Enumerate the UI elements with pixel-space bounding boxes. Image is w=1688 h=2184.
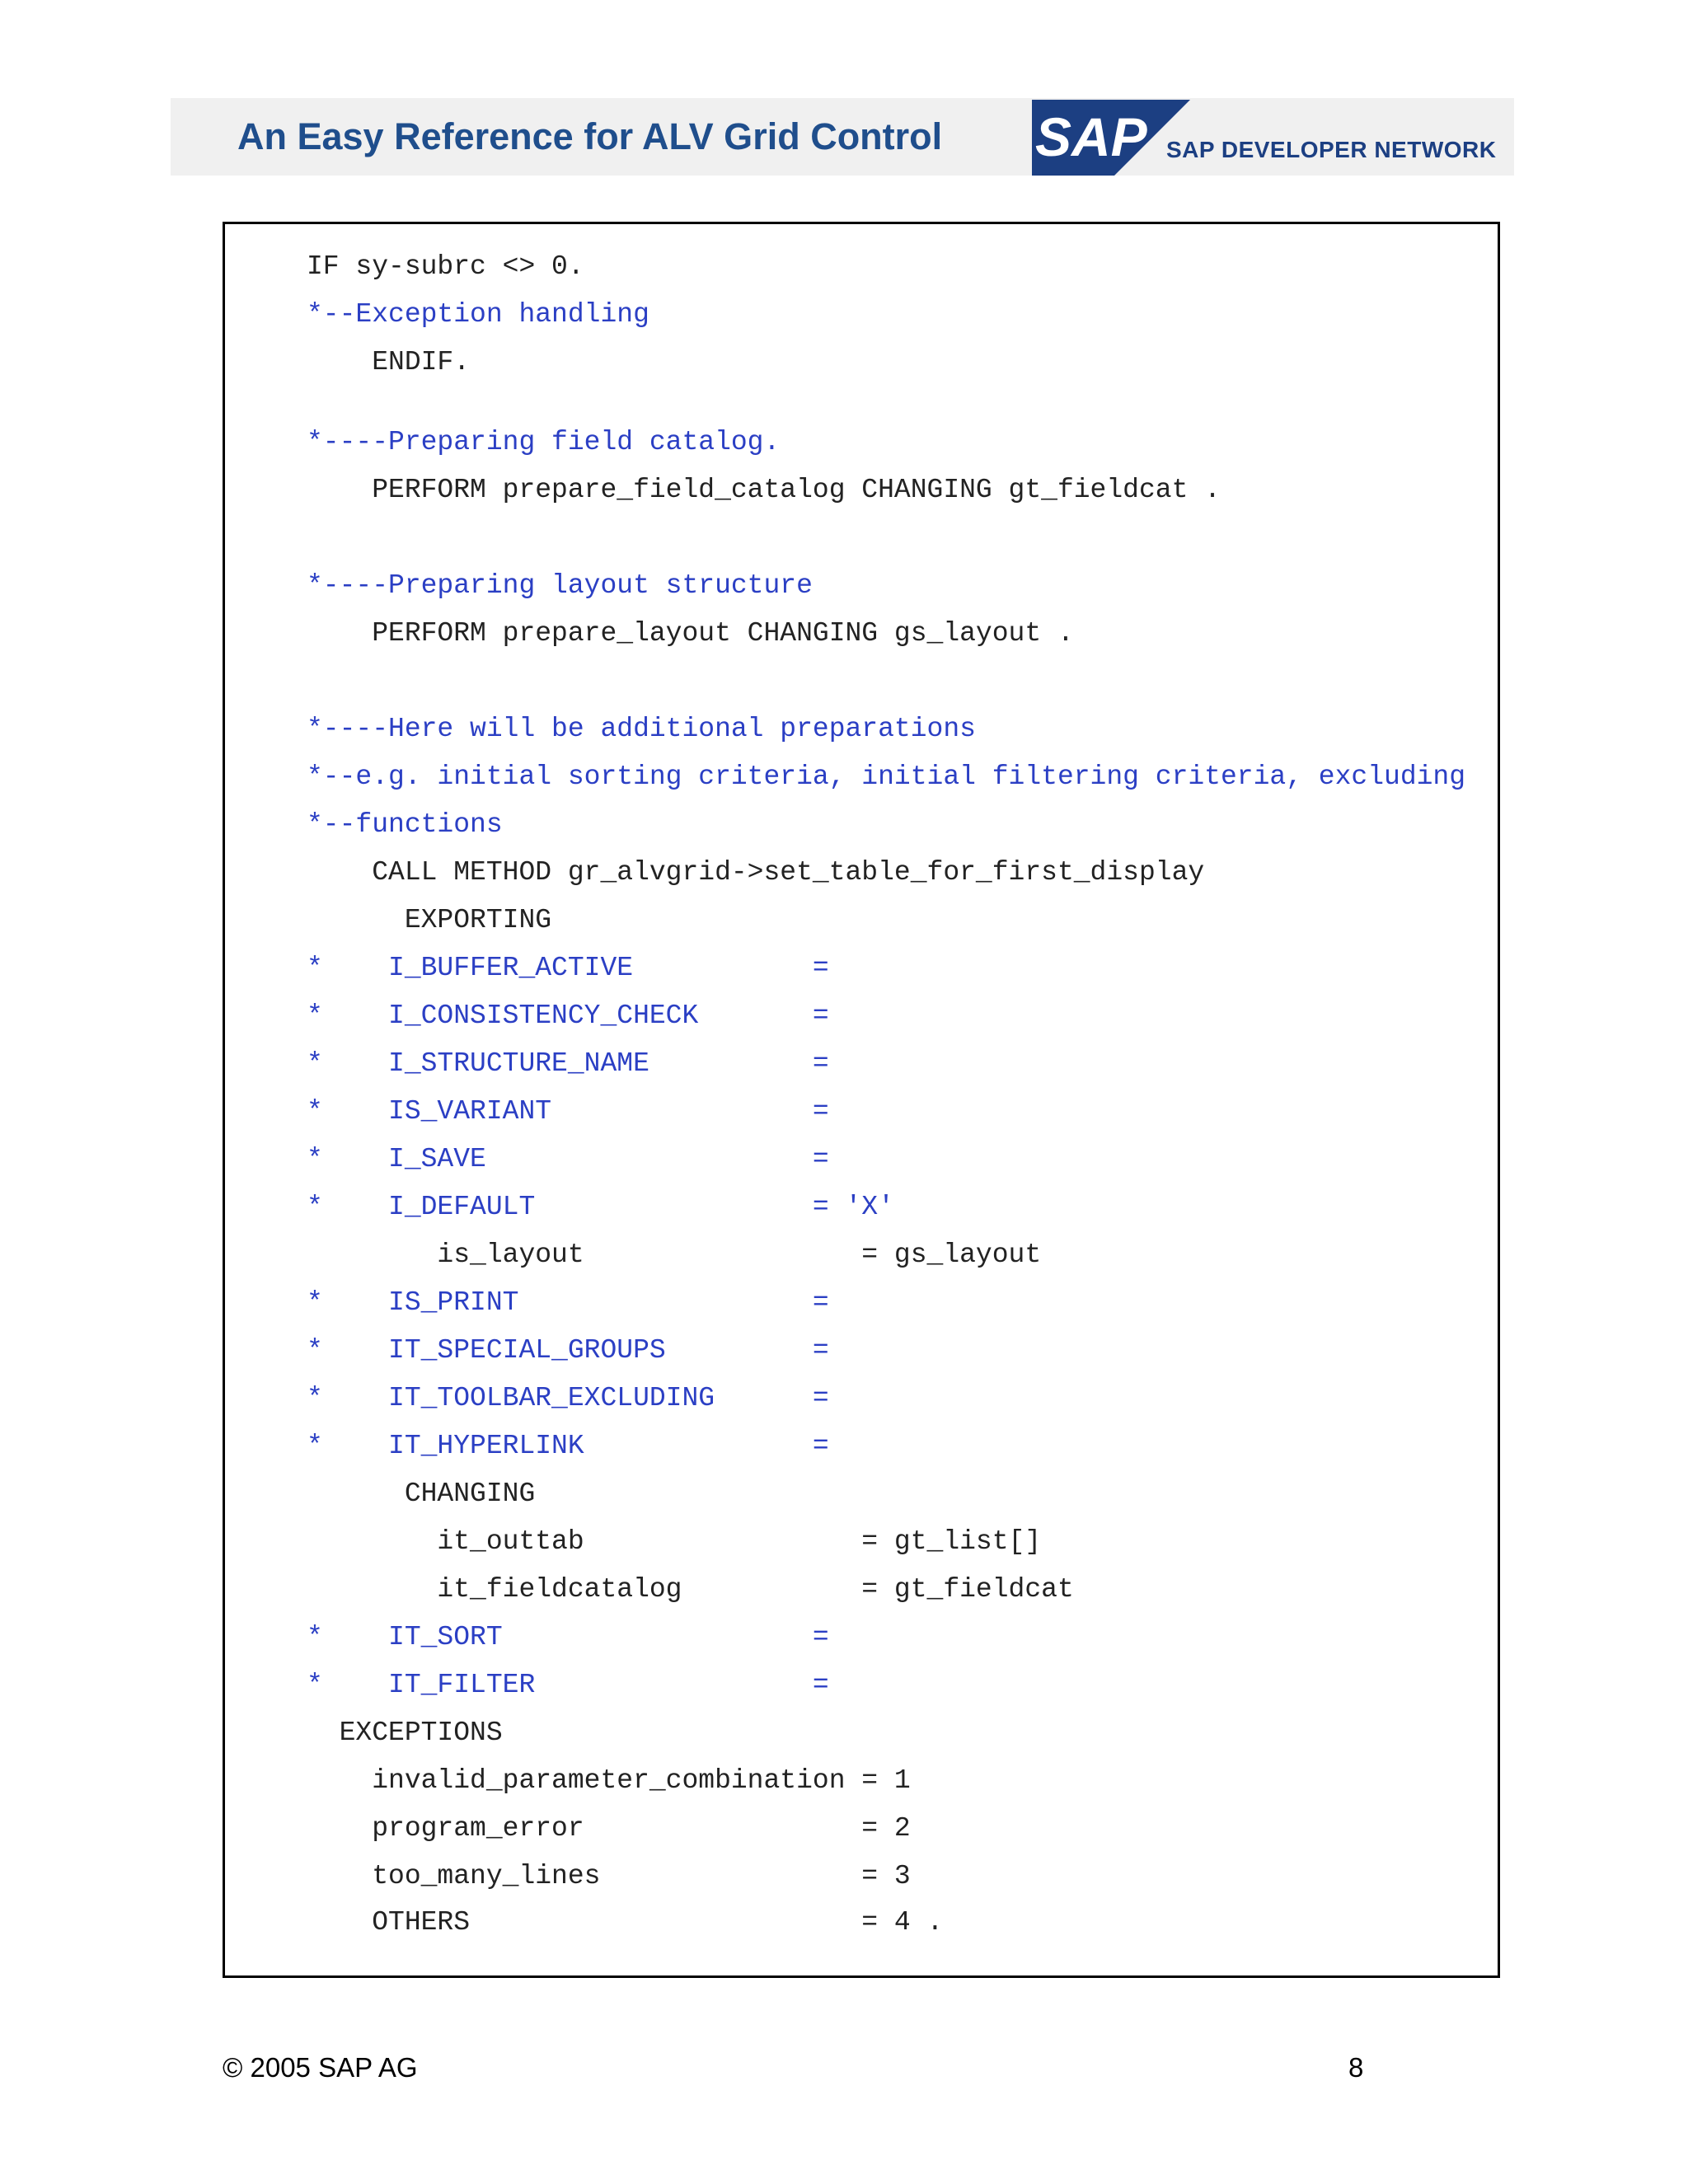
code-line: OTHERS = 4 . <box>307 1907 944 1938</box>
code-comment-line: * IT_SORT = <box>307 1622 829 1652</box>
code-line: it_outtab = gt_list[] <box>307 1526 1042 1557</box>
code-line: too_many_lines = 3 <box>307 1861 911 1891</box>
code-comment-line: * I_BUFFER_ACTIVE = <box>307 953 829 983</box>
code-comment-line: *--Exception handling <box>307 299 649 330</box>
code-comment-line: *--e.g. initial sorting criteria, initial filtering criteria, excluding <box>307 762 1466 792</box>
developer-network-label: SAP DEVELOPER NETWORK <box>1166 137 1497 162</box>
code-comment-line: * I_SAVE = <box>307 1144 829 1174</box>
code-comment-line: * IT_SPECIAL_GROUPS = <box>307 1335 829 1366</box>
code-comment-line: *----Here will be additional preparations <box>307 714 976 744</box>
code-comment-line: *--functions <box>307 809 503 840</box>
footer-copyright: © 2005 SAP AG <box>223 2052 418 2083</box>
code-line: it_fieldcatalog = gt_fieldcat <box>307 1574 1074 1605</box>
code-comment-line: * IT_FILTER = <box>307 1670 829 1700</box>
code-line: ENDIF. <box>307 347 471 377</box>
code-line: PERFORM prepare_field_catalog CHANGING gt_fieldcat . <box>307 475 1221 505</box>
code-line: program_error = 2 <box>307 1813 911 1844</box>
code-line: CHANGING <box>307 1479 536 1509</box>
code-line: EXCEPTIONS <box>307 1718 503 1748</box>
code-comment-line: * IT_HYPERLINK = <box>307 1431 829 1461</box>
code-comment-line: * I_CONSISTENCY_CHECK = <box>307 1001 829 1031</box>
sap-logo-text: SAP <box>1035 106 1147 167</box>
code-comment-line: *----Preparing layout structure <box>307 570 813 601</box>
code-line: invalid_parameter_combination = 1 <box>307 1765 911 1796</box>
code-line: PERFORM prepare_layout CHANGING gs_layout . <box>307 618 1074 649</box>
code-listing-box <box>223 222 1500 1978</box>
code-line: IF sy-subrc <> 0. <box>307 251 584 282</box>
code-comment-line: * I_STRUCTURE_NAME = <box>307 1048 829 1079</box>
code-line: is_layout = gs_layout <box>307 1240 1042 1270</box>
code-comment-line: * I_DEFAULT = 'X' <box>307 1192 894 1222</box>
code-comment-line: * IS_VARIANT = <box>307 1096 829 1127</box>
code-line: EXPORTING <box>307 905 552 935</box>
page-number: 8 <box>1348 2052 1364 2083</box>
code-comment-line: * IS_PRINT = <box>307 1287 829 1318</box>
code-comment-line: *----Preparing field catalog. <box>307 427 781 457</box>
document-title: An Easy Reference for ALV Grid Control <box>237 115 943 157</box>
code-line: CALL METHOD gr_alvgrid->set_table_for_first_display <box>307 857 1205 888</box>
code-comment-line: * IT_TOOLBAR_EXCLUDING = <box>307 1383 829 1413</box>
